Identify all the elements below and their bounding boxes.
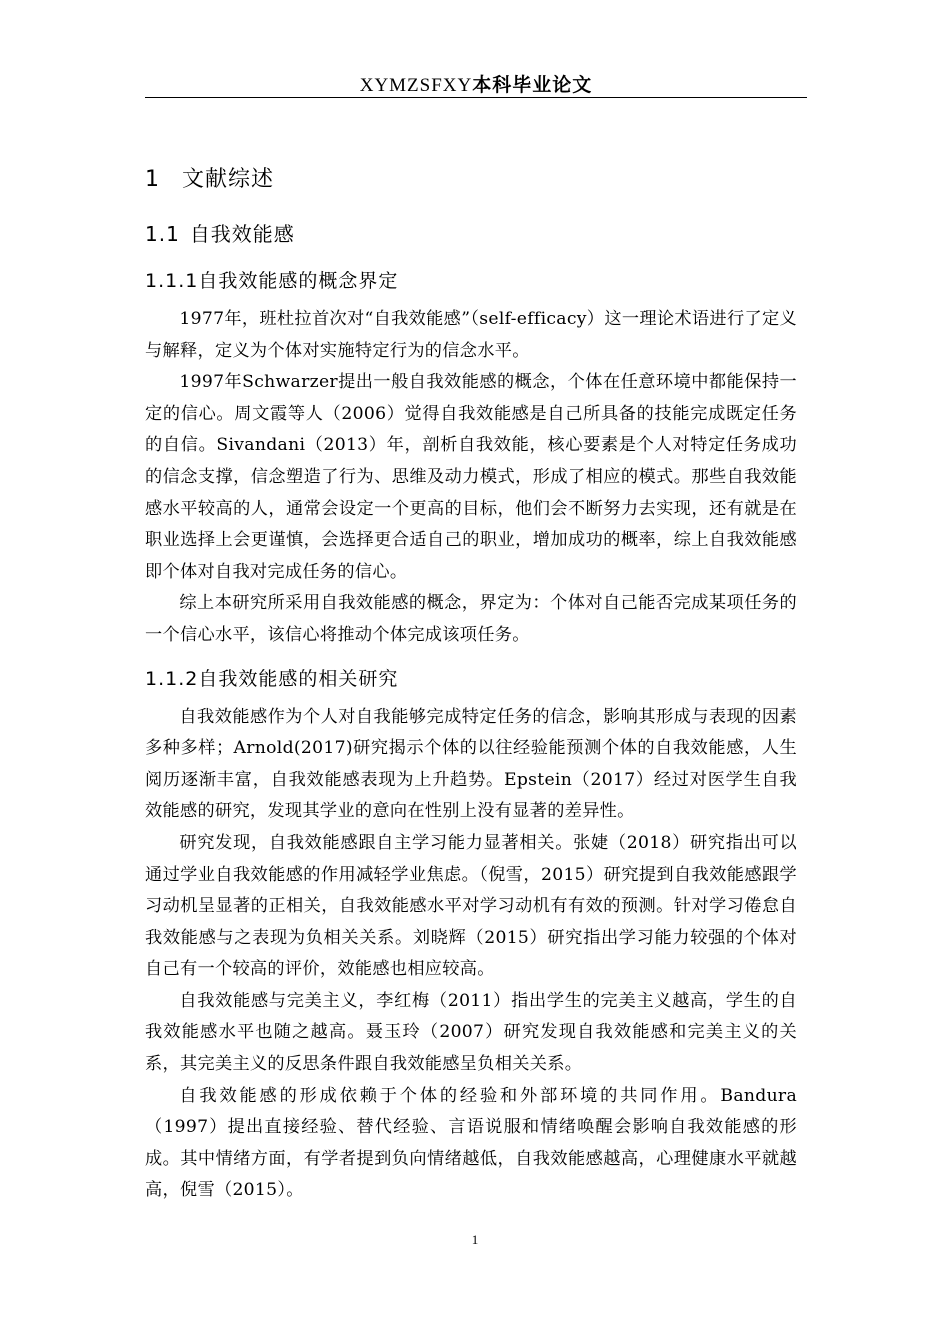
section-title: 自我效能感	[189, 222, 295, 246]
chapter-heading	[145, 160, 797, 200]
chapter-number: 1	[145, 167, 160, 192]
paragraph: 综上本研究所采用自我效能感的概念，界定为：个体对自己能否完成某项任务的一个信心水平，该信心将推动个体完成该项任务。	[145, 593, 797, 645]
page-number: 1	[471, 1232, 479, 1247]
subsection-heading: 1.1.2自我效能感的相关研究	[145, 667, 399, 690]
header-title: 本科毕业论文	[472, 74, 593, 96]
page-body	[145, 150, 797, 1207]
chapter-title: 文献综述	[182, 167, 275, 192]
paragraph: 1997年Schwarzer提出一般自我效能感的概念，个体在任意环境中都能保持一定的信心。周文霞等人（2006）觉得自我效能感是自己所具备的技能完成既定任务的自信。Sivandani（2013）年，剖析自我效能，核心要素是个人对特定任务成功的信念支撑，信念塑造了行为、思维及动力模式，形成了相应的模式。那些自我效能感水平较高的人，通常会设定一个更高的目标，他们会不断努力去实现，还有就是在职业选择上会更谨慎，会选择更合适自己的职业，增加成功的概率，综上自我效能感即个体对自我对完成任务的信心。	[145, 372, 797, 582]
paragraph: 自我效能感与完美主义，李红梅（2011）指出学生的完美主义越高，学生的自我效能感水平也随之越高。聂玉玲（2007）研究发现自我效能感和完美主义的关系，其完美主义的反思条件跟自我效能感呈负相关关系。	[145, 990, 797, 1075]
paragraph: 1977年，班杜拉首次对“自我效能感”（self-efficacy）这一理论术语进行了定义与解释，定义为个体对实施特定行为的信念水平。	[145, 309, 797, 361]
section-number: 1.1	[145, 222, 180, 246]
header-rule	[145, 97, 807, 98]
paragraph: 研究发现，自我效能感跟自主学习能力显著相关。张婕（2018）研究指出可以通过学业自我效能感的作用减轻学业焦虑。（倪雪，2015）研究提到自我效能感跟学习动机呈显著的正相关，自我效能感水平对学习动机有有效的预测。针对学习倦怠自我效能感与之表现为负相关关系。刘晓辉（2015）研究指出学习能力较强的个体对自己有一个较高的评价，效能感也相应较高。	[145, 832, 797, 980]
paragraph: 自我效能感的形成依赖于个体的经验和外部环境的共同作用。Bandura（1997）提出直接经验、替代经验、言语说服和情绪唤醒会影响自我效能感的形成。其中情绪方面，有学者提到负向情绪越低，自我效能感越高，心理健康水平就越高，倪雪（2015）。	[145, 1085, 797, 1201]
subsection-heading: 1.1.1自我效能感的概念界定	[145, 270, 399, 292]
running-header	[145, 70, 807, 97]
paragraph: 自我效能感作为个人对自我能够完成特定任务的信念，影响其形成与表现的因素多种多样；Arnold(2017)研究揭示个体的以往经验能预测个体的自我效能感，人生阅历逐渐丰富，自我效能感表现为上升趋势。Epstein（2017）经过对医学生自我效能感的研究，发现其学业的意向在性别上没有显著的差异性。	[145, 706, 797, 822]
header-code: XYMZSFXY	[359, 75, 473, 96]
section-heading	[145, 214, 797, 254]
